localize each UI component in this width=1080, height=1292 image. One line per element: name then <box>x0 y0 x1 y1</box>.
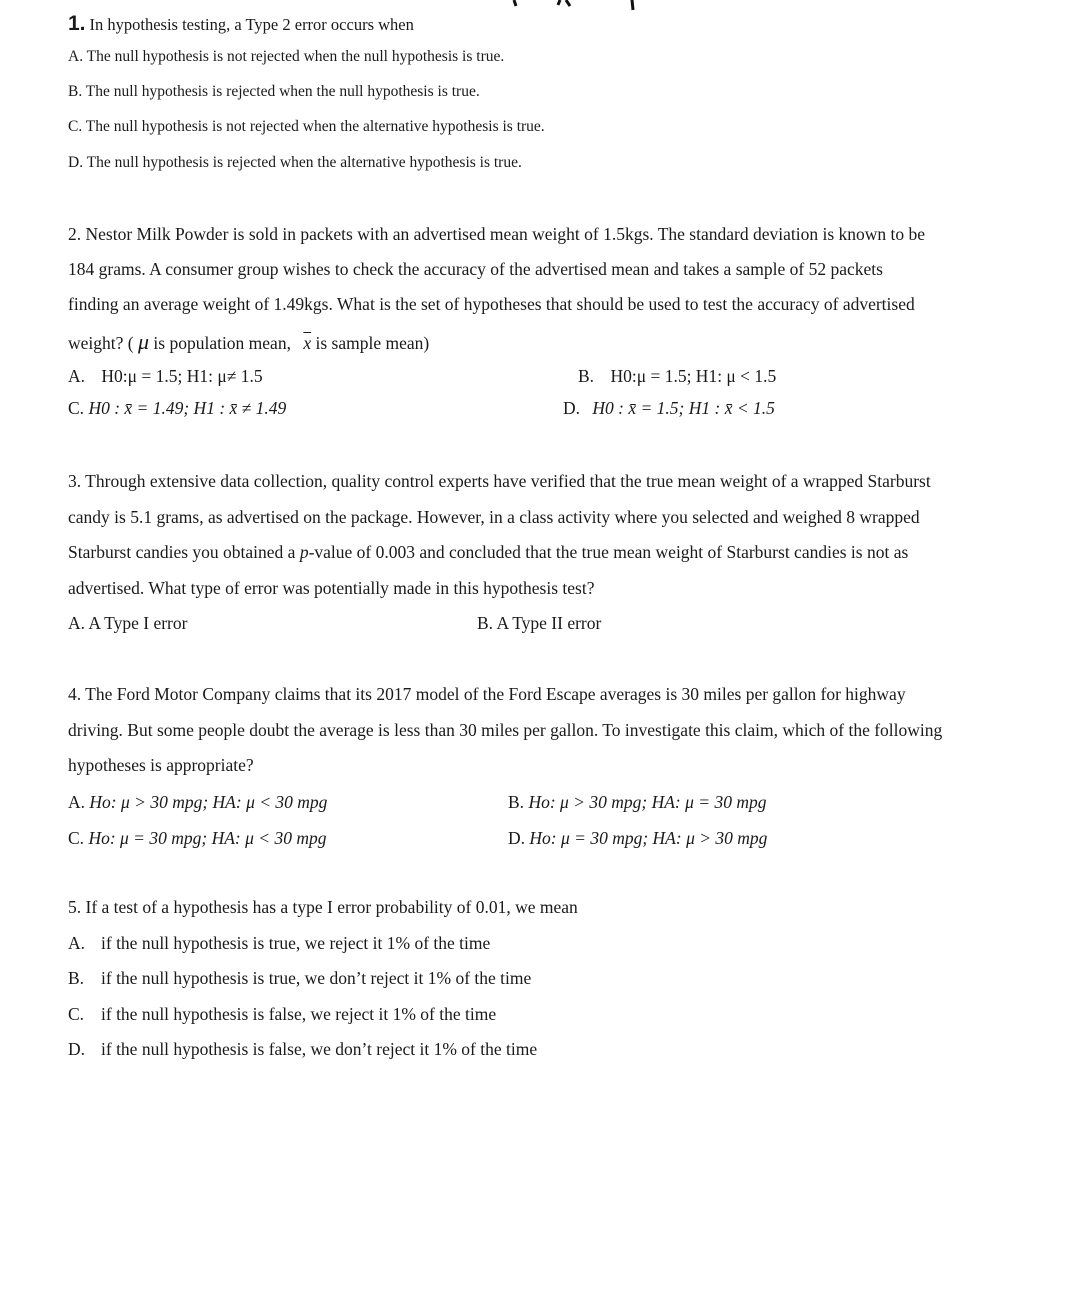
q5-option-d-text: if the null hypothesis is false, we don’t reject it 1% of the time <box>101 1039 538 1059</box>
q2-option-b-text: H0:μ = 1.5; H1: μ < 1.5 <box>610 366 777 386</box>
q2-option-d-letter: D. <box>563 398 581 418</box>
mu-description: is population mean, <box>153 333 291 353</box>
q3-line-4: advertised. What type of error was potentially made in this hypothesis test? <box>68 578 595 598</box>
q2-line-4-start: weight? ( <box>68 333 134 353</box>
q5-option-c-letter: C. <box>68 1004 85 1024</box>
q3-line-1: 3. Through extensive data collection, quality control experts have verified that the true mean weight of a wrapped Starburst <box>68 471 931 491</box>
q4-line-1: 4. The Ford Motor Company claims that its 2017 model of the Ford Escape averages is 30 miles per gallon for highway <box>68 684 906 704</box>
q1-option-b: B. The null hypothesis is rejected when the null hypothesis is true. <box>68 83 480 100</box>
q2-option-c <box>68 398 286 419</box>
q4-option-c-letter: C. <box>68 828 85 848</box>
q2-option-d <box>563 398 775 419</box>
q2-option-c-text: H0 : x̄ = 1.49; H1 : x̄ ≠ 1.49 <box>88 398 287 418</box>
q2-option-d-text: H0 : x̄ = 1.5; H1 : x̄ < 1.5 <box>592 398 775 418</box>
q3-line-3-post: -value of 0.003 and concluded that the true mean weight of Starburst candies is not as <box>308 542 909 562</box>
q5-option-a <box>68 933 490 954</box>
handwriting-marks <box>500 0 660 12</box>
question-1-stem <box>68 12 414 36</box>
q2-option-b <box>578 366 776 387</box>
q2-option-a-letter: A. <box>68 366 86 386</box>
question-1-text: In hypothesis testing, a Type 2 error occurs when <box>89 15 414 34</box>
mu-symbol: μ <box>137 329 150 354</box>
q4-option-b <box>508 792 766 813</box>
q4-line-3: hypotheses is appropriate? <box>68 755 254 775</box>
q5-option-b-letter: B. <box>68 968 85 988</box>
q4-option-a-letter: A. <box>68 792 86 812</box>
q1-option-d: D. The null hypothesis is rejected when the alternative hypothesis is true. <box>68 154 522 171</box>
xbar-symbol: $\overline{x}$ <box>303 333 312 353</box>
q5-option-d <box>68 1039 537 1060</box>
xbar-description: is sample mean) <box>315 333 430 353</box>
q5-option-d-letter: D. <box>68 1039 86 1059</box>
q1-option-a: A. The null hypothesis is not rejected when the null hypothesis is true. <box>68 48 505 65</box>
q4-option-a <box>68 792 327 813</box>
q4-option-b-math: Ho: μ > 30 mpg; HA: μ = 30 mpg <box>528 792 767 812</box>
q2-line-4 <box>68 329 429 355</box>
q2-option-c-letter: C. <box>68 398 85 418</box>
q1-option-c: C. The null hypothesis is not rejected when the alternative hypothesis is true. <box>68 118 545 135</box>
q2-option-a-text: H0:μ = 1.5; H1: μ≠ 1.5 <box>101 366 263 386</box>
q4-option-a-math: Ho: μ > 30 mpg; HA: μ < 30 mpg <box>89 792 328 812</box>
q2-line-2: 184 grams. A consumer group wishes to check the accuracy of the advertised mean and takes a sample of 52 packets <box>68 259 883 279</box>
q5-option-b-text: if the null hypothesis is true, we don’t reject it 1% of the time <box>101 968 532 988</box>
q5-option-b <box>68 968 531 989</box>
q4-option-c-math: Ho: μ = 30 mpg; HA: μ < 30 mpg <box>88 828 327 848</box>
q4-option-b-letter: B. <box>508 792 525 812</box>
q5-stem: 5. If a test of a hypothesis has a type I error probability of 0.01, we mean <box>68 897 578 917</box>
q3-p-symbol: p <box>299 542 309 562</box>
q2-option-a <box>68 366 263 387</box>
q4-line-2: driving. But some people doubt the average is less than 30 miles per gallon. To investigate this claim, which of the following <box>68 720 943 740</box>
q2-option-b-letter: B. <box>578 366 595 386</box>
q5-option-c-text: if the null hypothesis is false, we reject it 1% of the time <box>101 1004 497 1024</box>
q3-line-3-pre: Starburst candies you obtained a <box>68 542 300 562</box>
q5-option-c <box>68 1004 496 1025</box>
q5-option-a-text: if the null hypothesis is true, we reject it 1% of the time <box>101 933 491 953</box>
q4-option-d <box>508 828 767 849</box>
q3-option-a: A. A Type I error <box>68 613 188 633</box>
q4-option-d-letter: D. <box>508 828 526 848</box>
question-1-number: 1. <box>68 12 86 35</box>
q3-option-b: B. A Type II error <box>477 613 602 633</box>
q2-line-3: finding an average weight of 1.49kgs. What is the set of hypotheses that should be used to test the accuracy of advertised <box>68 294 915 314</box>
q3-line-3 <box>68 542 908 563</box>
q4-option-c <box>68 828 326 849</box>
q2-line-1: 2. Nestor Milk Powder is sold in packets with an advertised mean weight of 1.5kgs. The standard deviation is known to be <box>68 224 926 244</box>
q3-line-2: candy is 5.1 grams, as advertised on the package. However, in a class activity where you selected and weighed 8 wrapped <box>68 507 920 527</box>
q5-option-a-letter: A. <box>68 933 86 953</box>
q4-option-d-math: Ho: μ = 30 mpg; HA: μ > 30 mpg <box>529 828 768 848</box>
